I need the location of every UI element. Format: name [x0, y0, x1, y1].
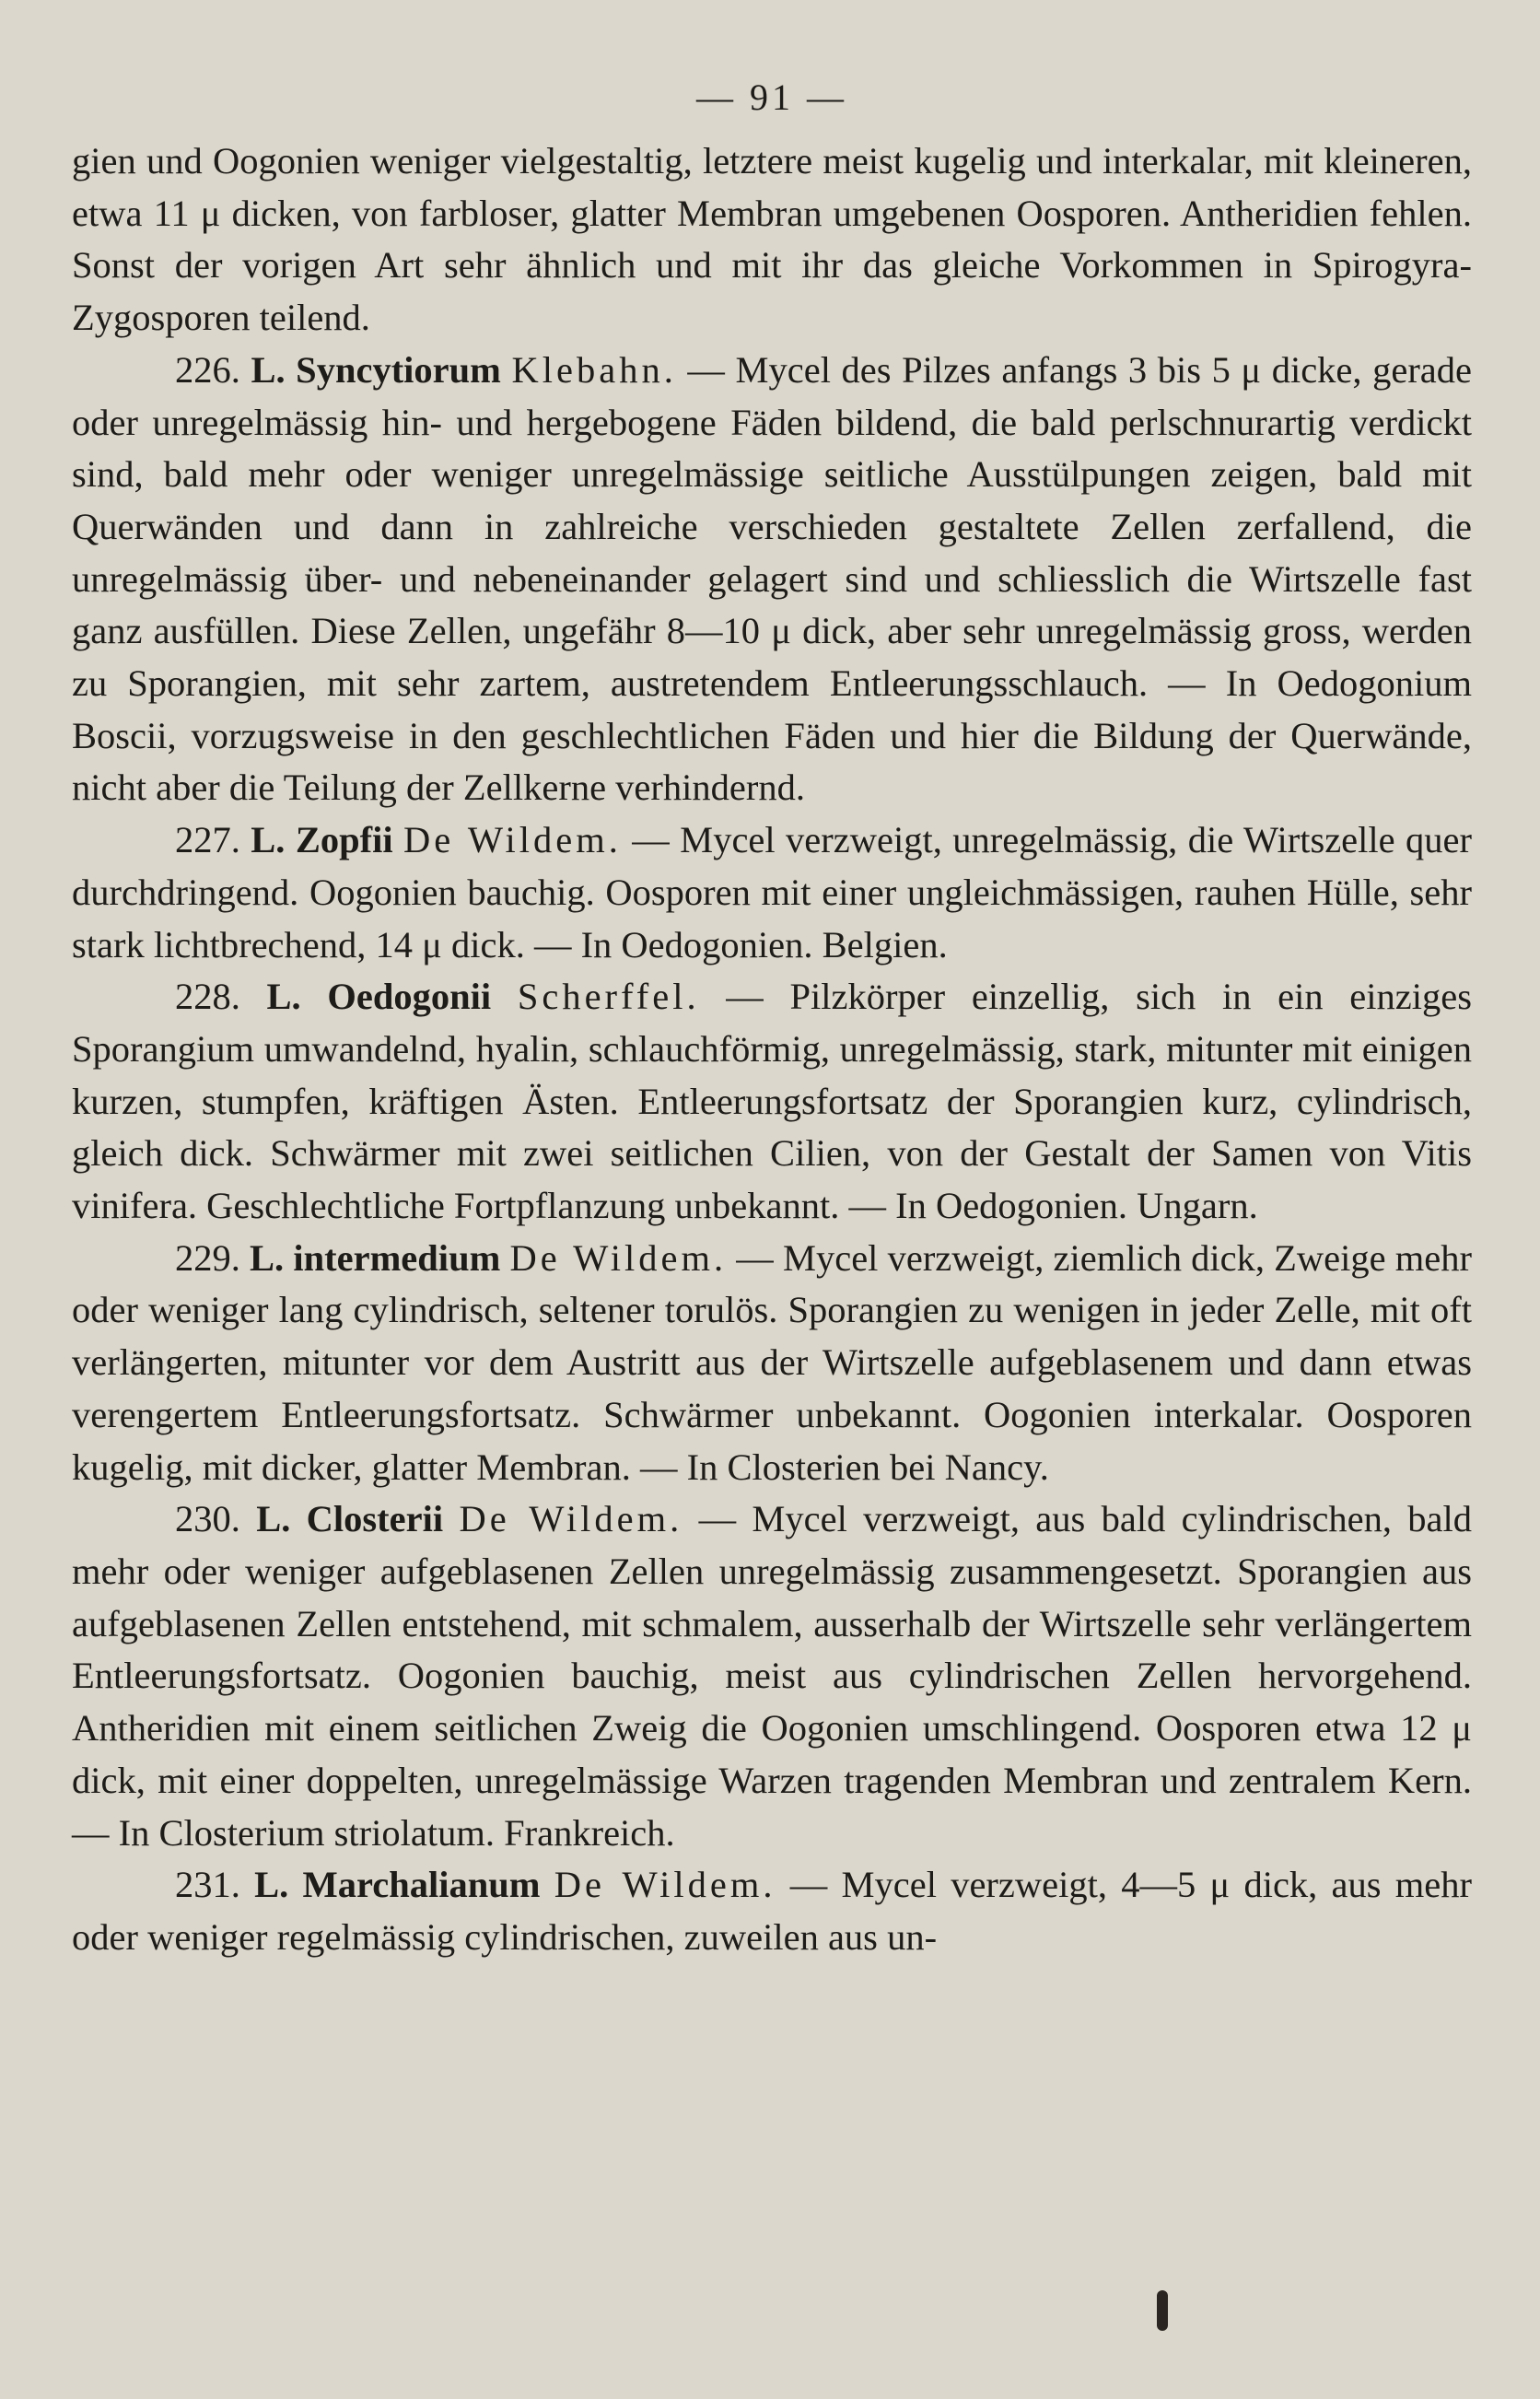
entry-228	[72, 971, 1472, 1233]
entry-author: Klebahn.	[511, 348, 677, 391]
entry-author: De Wildem.	[554, 1864, 776, 1906]
entry-number: 226.	[175, 348, 240, 391]
entry-number: 227.	[175, 819, 240, 861]
entry-species: Oedogonii	[327, 976, 492, 1018]
entry-genus: L.	[250, 1236, 285, 1279]
page-body	[72, 135, 1472, 1964]
entry-text: — Mycel verzweigt, aus bald cylindrischen, bald mehr oder weniger aufgeblasenen Zellen unregelmässig zusammengesetzt. Sporangien aus aufgeblasenen Zellen entstehend, mit schmalem, ausserhalb der Wirtszelle sehr verlängertem Entleerungsfortsatz. Oogonien bauchig, meist aus cylindrischen Zellen hervorgehend. Antheridien mit einem seitlichen Zweig die Oogonien umschlingend. Oosporen etwa 12 μ dick, mit einer doppelten, unregelmässige Warzen tragenden Membran und zentralem Kern. — In Closterium striolatum. Frankreich.	[72, 1498, 1473, 1854]
entry-230	[72, 1493, 1472, 1859]
entry-genus: L.	[251, 348, 286, 391]
entry-text: — Mycel verzweigt, ziemlich dick, Zweige mehr oder weniger lang cylindrisch, seltener torulös. Sporangien zu wenigen in jeder Zelle, mit oft verlängerten, mitunter vor dem Austritt aus der Wirtszelle aufgeblasenem und dann etwas verengertem Entleerungsfortsatz. Schwärmer unbekannt. Oogonien interkalar. Oosporen kugelig, mit dicker, glatter Membran. — In Closterien bei Nancy.	[72, 1236, 1473, 1488]
entry-number: 229.	[175, 1236, 240, 1279]
entry-227	[72, 814, 1472, 971]
entry-number: 230.	[175, 1498, 240, 1540]
entry-author: De Wildem.	[509, 1236, 728, 1279]
entry-species: Marchalianum	[302, 1864, 541, 1906]
entry-genus: L.	[256, 1498, 291, 1540]
entry-genus: L.	[254, 1864, 289, 1906]
entry-231	[72, 1859, 1472, 1963]
entry-number: 228.	[175, 976, 240, 1018]
entry-species: Zopfii	[295, 819, 393, 861]
ink-blot	[1157, 2290, 1168, 2331]
entry-genus: L.	[251, 819, 286, 861]
entry-text: — Mycel verzweigt, 4—5 μ dick, aus mehr oder weniger regelmässig cylindrischen, zuweilen aus un-	[72, 1864, 1472, 1958]
entry-author: Scherffel.	[517, 976, 700, 1018]
entry-species: Closterii	[306, 1498, 444, 1540]
entry-species: Syncytiorum	[296, 348, 501, 391]
entry-text: — Mycel verzweigt, unregelmässig, die Wirtszelle quer durchdringend. Oogonien bauchig. Oosporen mit einer ungleichmässigen, rauhen Hülle, sehr stark lichtbrechend, 14 μ dick. — In Oedogonien. Belgien.	[72, 819, 1473, 965]
entry-text: — Mycel des Pilzes anfangs 3 bis 5 μ dicke, gerade oder unregelmässig hin- und hergebogene Fäden bildend, die bald perlschnurartig verdickt sind, bald mehr oder weniger unregelmässige seitliche Ausstülpungen zeigen, bald mit Querwänden und dann in zahlreiche verschieden gestaltete Zellen zerfallend, die unregelmässig über- und nebeneinander gelagert sind und schliesslich die Wirtszelle fast ganz ausfüllen. Diese Zellen, ungefähr 8—10 μ dick, aber sehr unregelmässig gross, werden zu Sporangien, mit sehr zartem, austretendem Entleerungsschlauch. — In Oedogonium Boscii, vorzugsweise in den geschlechtlichen Fäden und hier die Bildung der Querwände, nicht aber die Teilung der Zellkerne verhindernd.	[72, 348, 1473, 809]
entry-226	[72, 345, 1472, 814]
page-number: — 91 —	[696, 76, 847, 118]
entry-author: De Wildem.	[459, 1498, 683, 1540]
intro-paragraph: gien und Oogonien weniger vielgestaltig, letztere meist kugelig und interkalar, mit kleineren, etwa 11 μ dicken, von farbloser, glatter Membran umgebenen Oosporen. Antheridien fehlen. Sonst der vorigen Art sehr ähnlich und mit ihr das gleiche Vorkommen in Spirogyra-Zygosporen teilend.	[72, 140, 1472, 339]
entry-229	[72, 1233, 1472, 1494]
entry-author: De Wildem.	[403, 819, 622, 861]
entry-text: — Pilzkörper einzellig, sich in ein einziges Sporangium umwandelnd, hyalin, schlauchförmig, unregelmässig, stark, mitunter mit einigen kurzen, stumpfen, kräftigen Ästen. Entleerungsfortsatz der Sporangien kurz, cylindrisch, gleich dick. Schwärmer mit zwei seitlichen Cilien, von der Gestalt der Samen von Vitis vinifera. Geschlechtliche Fortpflanzung unbekannt. — In Oedogonien. Ungarn.	[72, 976, 1472, 1227]
entry-species: intermedium	[293, 1236, 501, 1279]
entry-number: 231.	[175, 1864, 240, 1906]
entry-genus: L.	[266, 976, 301, 1018]
